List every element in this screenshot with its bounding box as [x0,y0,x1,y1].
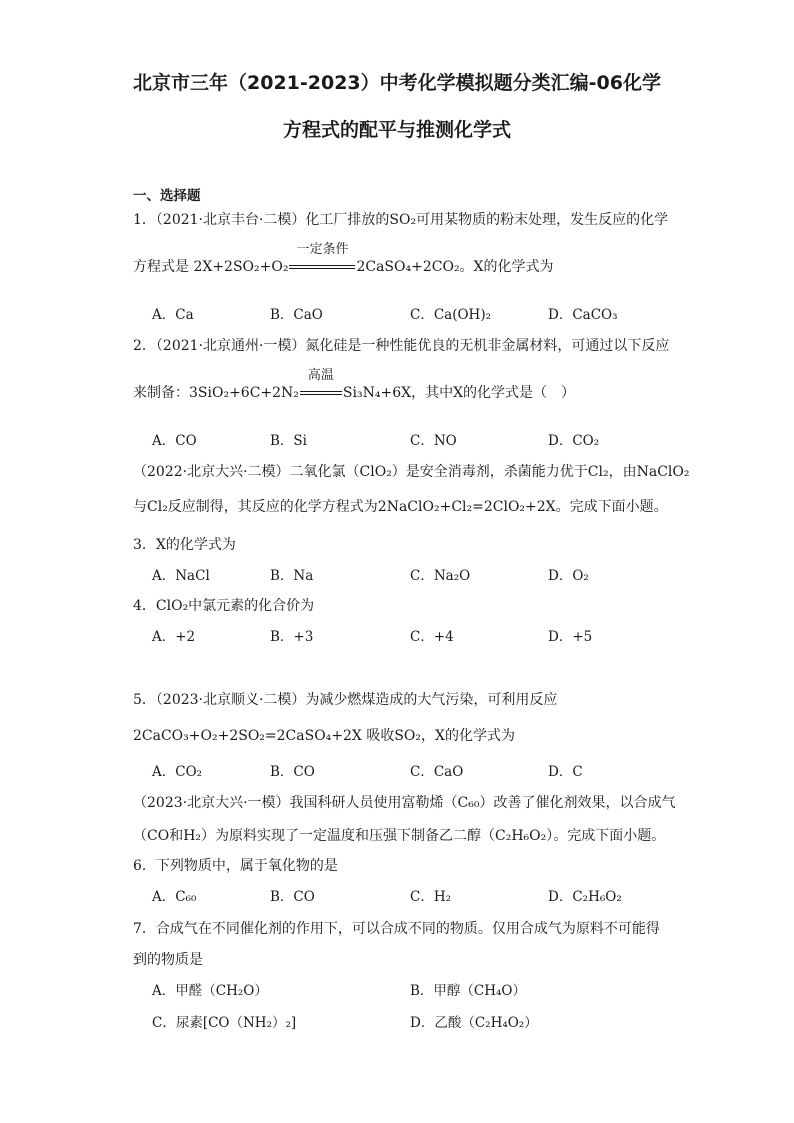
q4-option-b[interactable]: B．+3 [270,629,314,645]
q6-option-c[interactable]: C．H₂ [410,889,452,905]
question-4-line-1: 4．ClO₂中氯元素的化合价为 [133,598,315,614]
stem-1-line-1: （2022·北京大兴·二模）二氧化氯（ClO₂）是安全消毒剂，杀菌能力优于Cl₂，由NaClO₂ [133,464,690,480]
q7-option-c[interactable]: C．尿素[CO（NH₂）₂] [152,1015,297,1031]
q4-option-d[interactable]: D．+5 [548,629,593,645]
equation-left: 来制备：3SiO₂+6C+2N₂ [133,385,299,401]
q4-option-a[interactable]: A．+2 [152,629,196,645]
q4-option-c[interactable]: C．+4 [410,629,454,645]
q2-option-c[interactable]: C．NO [410,433,457,449]
reaction-arrow [288,242,356,277]
q2-option-d[interactable]: D．CO₂ [548,433,600,449]
question-1-line-1: 1．（2021·北京丰台·二模）化工厂排放的SO₂可用某物质的粉末处理，发生反应的化学 [133,212,669,228]
equation-right: 2CaSO₄+2CO₂。X的化学式为 [356,259,554,275]
q2-option-b[interactable]: B．Si [270,433,307,449]
stem-2-line-1: （2023·北京大兴·一模）我国科研人员使用富勒烯（C₆₀）改善了催化剂效果，以合成气 [133,795,676,811]
q7-option-b[interactable]: B．甲醇（CH₄O） [410,983,527,999]
q5-option-d[interactable]: D．C [548,764,583,780]
q6-option-b[interactable]: B．CO [270,889,315,905]
q3-option-c[interactable]: C．Na₂O [410,568,471,584]
q3-option-a[interactable]: A．NaCl [152,568,210,584]
question-2-line-1: 2．（2021·北京通州·一模）氮化硅是一种性能优良的无机非金属材料，可通过以下反应 [133,338,670,354]
q1-option-d[interactable]: D．CaCO₃ [548,307,618,323]
q1-option-b[interactable]: B．CaO [270,307,323,323]
q5-option-c[interactable]: C．CaO [410,764,464,780]
question-5-line-2: 2CaCO₃+O₂+2SO₂=2CaSO₄+2X 吸收SO₂，X的化学式为 [133,728,515,744]
q3-option-b[interactable]: B．Na [270,568,314,584]
equation-left: 方程式是 2X+2SO₂+O₂ [133,259,289,275]
question-3-line-1: 3．X的化学式为 [133,537,236,553]
q5-option-b[interactable]: B．CO [270,764,315,780]
q6-option-d[interactable]: D．C₂H₆O₂ [548,889,622,905]
question-2-line-2 [133,368,576,403]
q1-option-c[interactable]: C．Ca(OH)₂ [410,307,491,323]
page-title-line-1: 北京市三年（2021-2023）中考化学模拟题分类汇编-06化学 [133,72,661,94]
q2-option-a[interactable]: A．CO [152,433,197,449]
question-1-line-2 [133,242,554,277]
reaction-condition: 一定条件 [296,242,349,257]
stem-1-line-2: 与Cl₂反应制得，其反应的化学方程式为2NaClO₂+Cl₂=2ClO₂+2X。完成下面小题。 [133,499,668,515]
reaction-arrow [299,368,343,403]
reaction-condition: 高温 [307,368,334,383]
q7-option-d[interactable]: D．乙酸（C₂H₄O₂） [410,1015,538,1031]
question-7-line-1: 7．合成气在不同催化剂的作用下，可以合成不同的物质。仅用合成气为原料不可能得 [133,921,660,937]
q7-option-a[interactable]: A．甲醛（CH₂O） [152,983,268,999]
q3-option-d[interactable]: D．O₂ [548,568,589,584]
q5-option-a[interactable]: A．CO₂ [152,764,203,780]
section-heading: 一、选择题 [133,188,201,204]
stem-2-line-2: （CO和H₂）为原料实现了一定温度和压强下制备乙二醇（C₂H₆O₂）。完成下面小题。 [133,828,666,844]
equation-right: Si₃N₄+6X，其中X的化学式是（ ） [342,385,576,401]
q1-option-a[interactable]: A．Ca [152,307,194,323]
question-6-line-1: 6．下列物质中，属于氧化物的是 [133,858,338,874]
page-title-line-2: 方程式的配平与推测化学式 [282,119,511,141]
q6-option-a[interactable]: A．C₆₀ [152,889,197,905]
question-7-line-2: 到的物质是 [133,952,203,968]
question-5-line-1: 5．（2023·北京顺义·二模）为减少燃煤造成的大气污染，可利用反应 [133,692,558,708]
